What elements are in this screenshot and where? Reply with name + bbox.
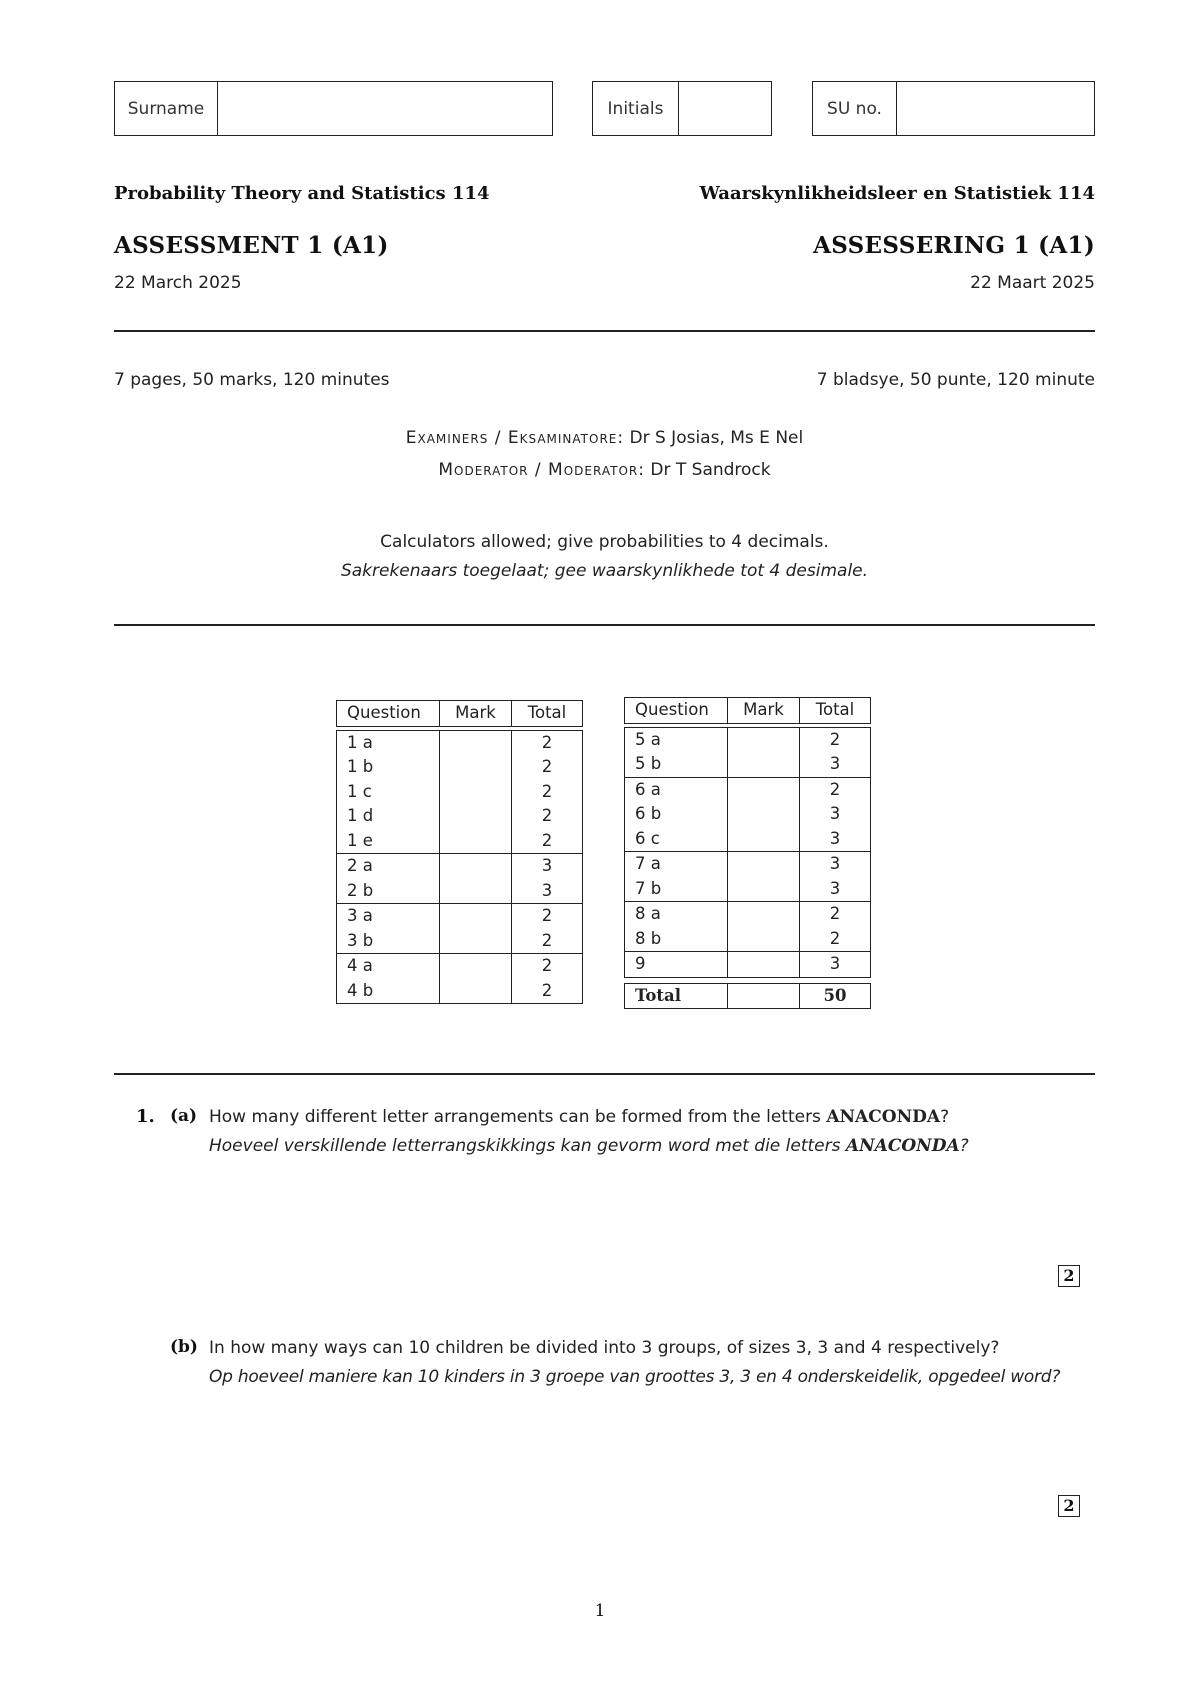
moderator-line: [114, 460, 1095, 480]
total-cell: 3: [800, 752, 871, 777]
total-cell: 2: [800, 777, 871, 802]
question-group: [625, 952, 871, 978]
mark-cell[interactable]: [728, 902, 800, 927]
mark-cell[interactable]: [440, 954, 512, 979]
question-1b-text-af: Op hoeveel maniere kan 10 kinders in 3 groepe van groottes 3, 3 en 4 onderskeidelik, opgedeel word?: [209, 1367, 1061, 1387]
table-row: [337, 854, 583, 879]
total-cell: 2: [512, 804, 583, 829]
question-cell: 1 c: [337, 780, 440, 805]
table-row: [625, 727, 871, 752]
total-cell: 3: [800, 877, 871, 902]
assessment-title-af: ASSESSERING 1 (A1): [813, 232, 1095, 259]
marks-box-1a: 2: [1058, 1265, 1080, 1287]
initials-field[interactable]: [679, 82, 771, 135]
question-1a-label: (a): [170, 1106, 198, 1126]
table-row: [625, 752, 871, 777]
surname-field[interactable]: [218, 82, 552, 135]
total-cell: 2: [512, 730, 583, 755]
table-row: [337, 829, 583, 854]
question-1a-af-prefix: Hoeveel verskillende letterrangskikkings kan gevorm word met die letters: [209, 1136, 841, 1156]
question-cell: 2 a: [337, 854, 440, 879]
table-row: [625, 827, 871, 852]
question-1a-word: ANACONDA: [826, 1107, 941, 1127]
total-cell: 2: [800, 727, 871, 752]
table-row: [337, 879, 583, 904]
mark-cell[interactable]: [440, 804, 512, 829]
question-cell: 8 a: [625, 902, 728, 927]
question-cell: 1 d: [337, 804, 440, 829]
question-1a-text-af: [209, 1136, 969, 1156]
total-cell: 2: [512, 929, 583, 954]
mark-cell[interactable]: [728, 952, 800, 978]
column-header-total: Total: [512, 701, 583, 727]
total-cell: 3: [800, 827, 871, 852]
marks-box-1b: 2: [1058, 1495, 1080, 1517]
mark-cell[interactable]: [728, 927, 800, 952]
date-en: 22 March 2025: [114, 273, 242, 293]
column-header-question: Question: [337, 701, 440, 727]
question-1b-label: (b): [170, 1337, 198, 1357]
mark-cell[interactable]: [440, 854, 512, 879]
mark-cell[interactable]: [440, 879, 512, 904]
total-cell: 2: [512, 780, 583, 805]
initials-label: Initials: [593, 82, 679, 135]
question-group: [337, 854, 583, 904]
total-row: [625, 983, 871, 1009]
total-group: [625, 977, 871, 1009]
question-1a-en-prefix: How many different letter arrangements can be formed from the letters: [209, 1107, 821, 1127]
table-row: [625, 852, 871, 877]
page-number: 1: [594, 1601, 606, 1621]
question-cell: 5 a: [625, 727, 728, 752]
mark-cell[interactable]: [440, 904, 512, 929]
question-number: 1.: [136, 1106, 155, 1127]
total-cell: 2: [800, 902, 871, 927]
column-header-mark: Mark: [440, 701, 512, 727]
total-cell: 2: [512, 979, 583, 1004]
mark-cell[interactable]: [440, 755, 512, 780]
examiners-names: Dr S Josias, Ms E Nel: [629, 428, 804, 448]
course-title-en: Probability Theory and Statistics 114: [114, 183, 490, 204]
exam-info-en: 7 pages, 50 marks, 120 minutes: [114, 370, 390, 390]
total-cell: 3: [800, 852, 871, 877]
mark-cell[interactable]: [440, 730, 512, 755]
course-title-af: Waarskynlikheidsleer en Statistiek 114: [699, 183, 1095, 204]
question-cell: 4 a: [337, 954, 440, 979]
question-cell: 7 b: [625, 877, 728, 902]
question-cell: 5 b: [625, 752, 728, 777]
examiners-line: [114, 428, 1095, 448]
table-row: [337, 904, 583, 929]
question-cell: 3 a: [337, 904, 440, 929]
question-cell: 1 a: [337, 730, 440, 755]
question-group: [337, 954, 583, 1004]
instructions-af: Sakrekenaars toegelaat; gee waarskynlikhede tot 4 desimale.: [340, 561, 869, 581]
question-group: [337, 730, 583, 854]
table-row: [625, 877, 871, 902]
divider: [114, 624, 1095, 626]
total-cell: 2: [512, 755, 583, 780]
question-cell: 3 b: [337, 929, 440, 954]
table-row: [337, 780, 583, 805]
question-cell: 1 b: [337, 755, 440, 780]
question-cell: 8 b: [625, 927, 728, 952]
mark-cell[interactable]: [728, 777, 800, 802]
table-row: [337, 929, 583, 954]
moderator-name: Dr T Sandrock: [650, 460, 771, 480]
question-group: [625, 852, 871, 902]
mark-cell[interactable]: [440, 979, 512, 1004]
question-cell: 1 e: [337, 829, 440, 854]
total-cell: 2: [512, 829, 583, 854]
total-cell: 2: [512, 904, 583, 929]
question-cell: 6 a: [625, 777, 728, 802]
total-cell: 3: [800, 952, 871, 978]
mark-cell[interactable]: [728, 827, 800, 852]
mark-cell[interactable]: [728, 752, 800, 777]
question-group: [625, 902, 871, 952]
question-group: [625, 727, 871, 777]
mark-cell[interactable]: [728, 802, 800, 827]
surname-label: Surname: [115, 82, 218, 135]
divider: [114, 1073, 1095, 1075]
surname-box: [114, 81, 553, 136]
table-row: [337, 755, 583, 780]
question-1a-text-en: [209, 1107, 949, 1127]
table-row: [625, 952, 871, 978]
total-cell: 2: [800, 927, 871, 952]
question-cell: 2 b: [337, 879, 440, 904]
table-row: [625, 802, 871, 827]
mark-table-right: [624, 697, 871, 1009]
instructions-en: Calculators allowed; give probabilities to 4 decimals.: [380, 532, 829, 552]
su-number-label: SU no.: [813, 82, 897, 135]
total-cell: 3: [512, 879, 583, 904]
total-cell: 3: [800, 802, 871, 827]
question-group: [337, 904, 583, 954]
column-header-total: Total: [800, 698, 871, 724]
total-label: Total: [625, 983, 728, 1009]
question-cell: 6 c: [625, 827, 728, 852]
question-1a-word-af: ANACONDA: [845, 1136, 960, 1156]
total-mark-cell[interactable]: [728, 983, 800, 1009]
question-group: [625, 777, 871, 852]
su-number-box: [812, 81, 1095, 136]
column-header-mark: Mark: [728, 698, 800, 724]
examiners-label: Examiners / Eksaminatore:: [405, 428, 625, 448]
mark-cell[interactable]: [728, 877, 800, 902]
question-1b-text-en: In how many ways can 10 children be divided into 3 groups, of sizes 3, 3 and 4 respectively?: [209, 1338, 1000, 1358]
question-1a-suffix: ?: [940, 1107, 950, 1127]
question-1a-suffix-af: ?: [959, 1136, 969, 1156]
total-cell: 2: [512, 954, 583, 979]
table-row: [337, 954, 583, 979]
table-row: [337, 804, 583, 829]
total-cell: 3: [512, 854, 583, 879]
question-cell: 4 b: [337, 979, 440, 1004]
table-row: [337, 979, 583, 1004]
exam-info-af: 7 bladsye, 50 punte, 120 minute: [816, 370, 1095, 390]
assessment-title-en: ASSESSMENT 1 (A1): [114, 232, 389, 259]
table-row: [337, 730, 583, 755]
column-header-question: Question: [625, 698, 728, 724]
table-row: [625, 927, 871, 952]
mark-table-left: [336, 700, 583, 1004]
question-cell: 7 a: [625, 852, 728, 877]
mark-cell[interactable]: [440, 780, 512, 805]
mark-cell[interactable]: [728, 727, 800, 752]
su-number-field[interactable]: [897, 82, 1094, 135]
date-af: 22 Maart 2025: [970, 273, 1095, 293]
mark-cell[interactable]: [728, 852, 800, 877]
initials-box: [592, 81, 772, 136]
moderator-label: Moderator / Moderator:: [438, 460, 645, 480]
mark-cell[interactable]: [440, 929, 512, 954]
table-row: [625, 777, 871, 802]
table-row: [625, 902, 871, 927]
grand-total: 50: [800, 983, 871, 1009]
divider: [114, 330, 1095, 332]
mark-cell[interactable]: [440, 829, 512, 854]
question-cell: 9: [625, 952, 728, 978]
question-cell: 6 b: [625, 802, 728, 827]
